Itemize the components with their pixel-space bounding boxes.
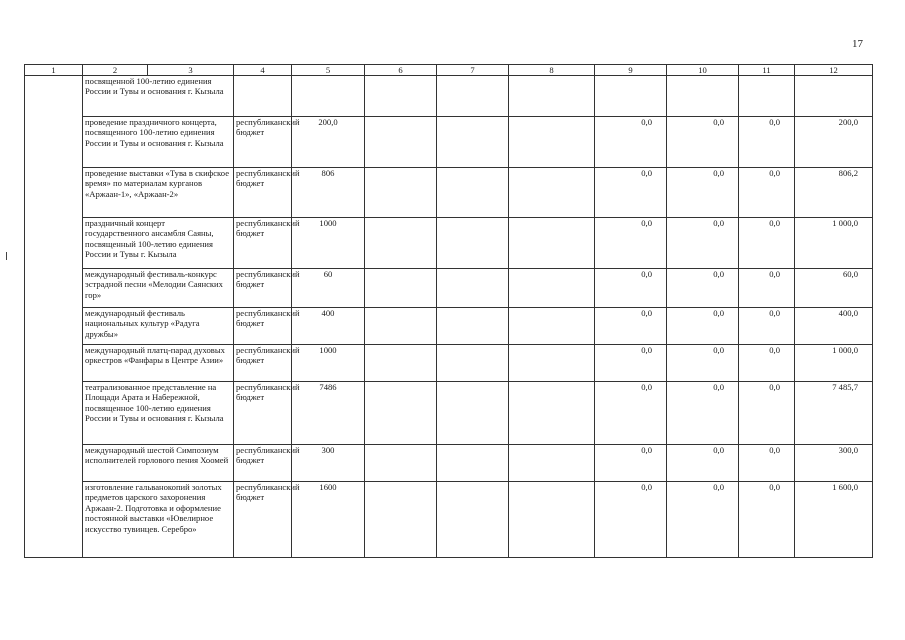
row-col11: 0,0 [739,445,795,482]
row-col7 [437,345,509,382]
row-col6 [365,117,437,168]
row-col5 [292,76,365,117]
row-col8 [509,345,595,382]
row-col12: 1 000,0 [795,345,873,382]
row-col10: 0,0 [667,269,739,308]
row-col8 [509,308,595,345]
row-col9: 0,0 [595,269,667,308]
row-col7 [437,117,509,168]
row-source: республиканский бюджет [234,445,292,482]
row-col5: 7486 [292,382,365,445]
row-source: республиканский бюджет [234,345,292,382]
row-col8 [509,382,595,445]
table-row [25,117,873,168]
header-col-9: 9 [595,65,667,76]
row-col5: 400 [292,308,365,345]
row-source: республиканский бюджет [234,382,292,445]
row-col10: 0,0 [667,382,739,445]
table-row [25,218,873,269]
table-row [25,168,873,218]
header-col-3: 3 [148,65,234,76]
row-source: республиканский бюджет [234,168,292,218]
row-col12: 1 600,0 [795,482,873,558]
row-description: международный платц-парад духовых оркестров «Фанфары в Центре Азии» [83,345,234,382]
budget-table [24,64,873,558]
header-col-11: 11 [739,65,795,76]
row-col5: 806 [292,168,365,218]
row-col6 [365,76,437,117]
row-col8 [509,117,595,168]
row-description: театрализованное представление на Площади Арата и Набережной, посвященное 100-летию единения России и Тувы и основания г. Кызыла [83,382,234,445]
row-col12: 300,0 [795,445,873,482]
row-col6 [365,482,437,558]
row-col8 [509,445,595,482]
header-col-5: 5 [292,65,365,76]
row-col12: 806,2 [795,168,873,218]
row-col10: 0,0 [667,308,739,345]
row-col10: 0,0 [667,218,739,269]
row-col6 [365,345,437,382]
row-col9: 0,0 [595,482,667,558]
row-col6 [365,382,437,445]
row-col5: 1600 [292,482,365,558]
table-row [25,308,873,345]
row-source: республиканский бюджет [234,482,292,558]
row-col11: 0,0 [739,168,795,218]
header-col-1: 1 [25,65,83,76]
row-col11: 0,0 [739,218,795,269]
row-description: международный шестой Симпозиум исполнителей горлового пения Хоомей [83,445,234,482]
row-source [234,76,292,117]
row-col8 [509,168,595,218]
row-col7 [437,218,509,269]
row-col12 [795,76,873,117]
row-description: проведение выставки «Тува в скифское время» по материалам курганов «Аржаан-1», «Аржаан-2» [83,168,234,218]
margin-mark [6,252,7,260]
row-col8 [509,269,595,308]
row-col7 [437,269,509,308]
page-number: 17 [852,38,863,50]
row-description: проведение праздничного концерта, посвященного 100-летию единения России и Тувы и основания г. Кызыла [83,117,234,168]
row-col9 [595,76,667,117]
row-col9: 0,0 [595,308,667,345]
row-col10: 0,0 [667,117,739,168]
row-col5: 1000 [292,345,365,382]
header-col-10: 10 [667,65,739,76]
row-description: посвященной 100-летию единения России и Тувы и основания г. Кызыла [83,76,234,117]
row-col11: 0,0 [739,482,795,558]
row-col5: 60 [292,269,365,308]
row-description: международный фестиваль-конкурс эстрадной песни «Мелодии Саянских гор» [83,269,234,308]
row-col8 [509,218,595,269]
row-col11: 0,0 [739,345,795,382]
row-col6 [365,308,437,345]
row-col9: 0,0 [595,345,667,382]
table-row [25,269,873,308]
row-col10: 0,0 [667,345,739,382]
row-col11: 0,0 [739,382,795,445]
row-col9: 0,0 [595,168,667,218]
header-row [25,65,873,76]
row-col7 [437,308,509,345]
row-col10: 0,0 [667,482,739,558]
row-description: праздничный концерт государственного ансамбля Саяны, посвященный 100-летию единения России и Тувы г. Кызыла [83,218,234,269]
row-col5: 200,0 [292,117,365,168]
row-col10: 0,0 [667,445,739,482]
row-col9: 0,0 [595,382,667,445]
row-col7 [437,76,509,117]
row-col12: 7 485,7 [795,382,873,445]
row-col6 [365,269,437,308]
row-source: республиканский бюджет [234,117,292,168]
row-col5: 1000 [292,218,365,269]
row-col10: 0,0 [667,168,739,218]
row-col10 [667,76,739,117]
header-col-6: 6 [365,65,437,76]
row-col11: 0,0 [739,269,795,308]
header-col-7: 7 [437,65,509,76]
row-col7 [437,382,509,445]
row-col6 [365,445,437,482]
table-row [25,445,873,482]
row-col12: 60,0 [795,269,873,308]
row-col7 [437,445,509,482]
row-col7 [437,482,509,558]
header-col-2: 2 [83,65,148,76]
row-description: изготовление гальванокопий золотых предметов царского захоронения Аржаан-2. Подготовка и оформление постоянной выставки «Ювелирное искусство тувинцев. Серебро» [83,482,234,558]
row-source: республиканский бюджет [234,269,292,308]
row-source: республиканский бюджет [234,308,292,345]
table-row [25,76,873,117]
header-col-8: 8 [509,65,595,76]
row-source: республиканский бюджет [234,218,292,269]
table-row [25,382,873,445]
table-row [25,482,873,558]
row-col11: 0,0 [739,308,795,345]
row-col9: 0,0 [595,117,667,168]
row-col5: 300 [292,445,365,482]
row-col11 [739,76,795,117]
header-col-12: 12 [795,65,873,76]
row-col12: 400,0 [795,308,873,345]
row-col9: 0,0 [595,445,667,482]
row-col11: 0,0 [739,117,795,168]
table-row [25,345,873,382]
row-col6 [365,218,437,269]
row-col12: 200,0 [795,117,873,168]
col1-merged-cell [25,76,83,558]
row-col12: 1 000,0 [795,218,873,269]
row-col8 [509,76,595,117]
header-col-4: 4 [234,65,292,76]
row-col8 [509,482,595,558]
row-description: международный фестиваль национальных культур «Радуга дружбы» [83,308,234,345]
row-col9: 0,0 [595,218,667,269]
row-col6 [365,168,437,218]
row-col7 [437,168,509,218]
